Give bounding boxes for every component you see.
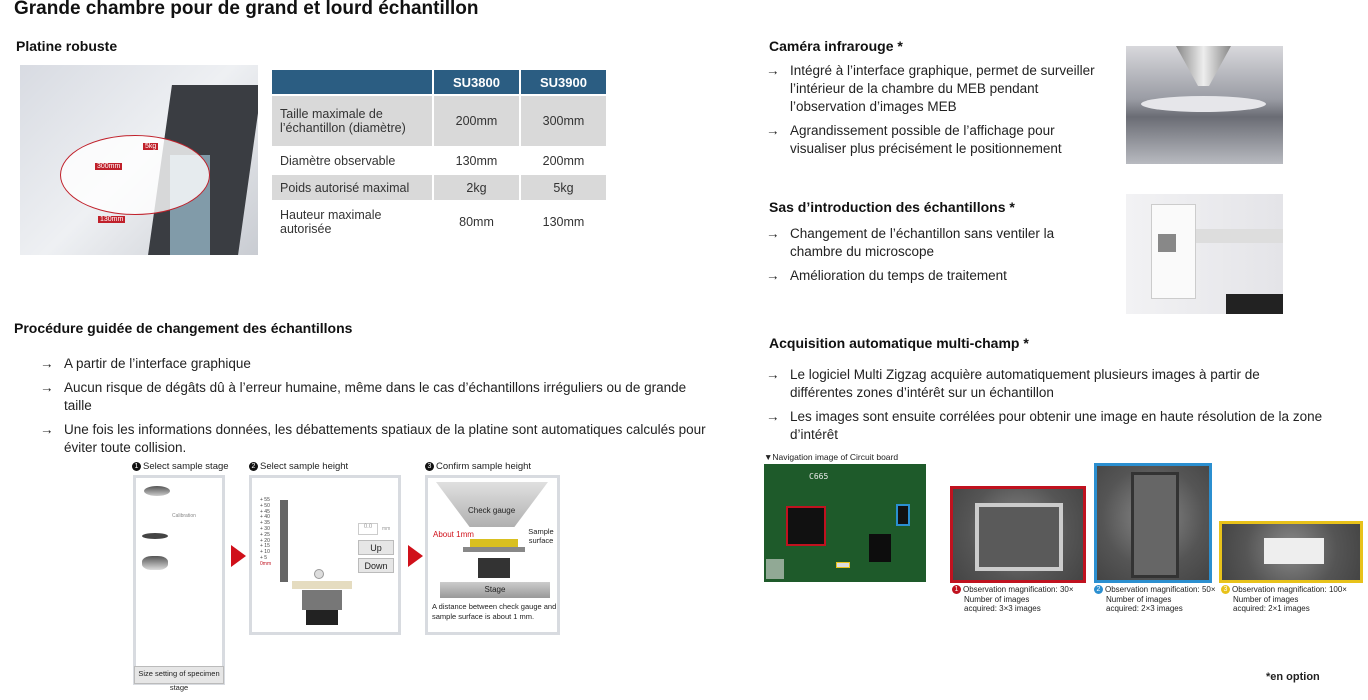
weight-label: 5kg	[145, 143, 157, 150]
airlock-photo	[1126, 194, 1283, 314]
stage-column	[478, 558, 510, 578]
list-item	[766, 225, 1106, 261]
col-su3800: SU3800	[434, 70, 519, 94]
diameter-label: 300mm	[97, 163, 121, 170]
circuit-board-image	[764, 464, 926, 582]
list-item	[766, 122, 1106, 158]
zoom-image-3	[1219, 521, 1363, 583]
multi-heading: Acquisition automatique multi-champ *	[769, 335, 1029, 351]
list-item	[766, 267, 1106, 285]
step2-panel	[249, 475, 401, 635]
stage-heading: Platine robuste	[16, 38, 118, 54]
zoom-image-1	[950, 486, 1086, 583]
arrow-icon: →	[766, 409, 780, 424]
bullet-text: Agrandissement possible de l’affichage pour visualiser plus précisément le positionnement	[790, 123, 1062, 156]
scale-tick-label: + 50	[260, 502, 270, 509]
list-item	[40, 379, 710, 415]
sample-surface-label: Sample surface	[528, 527, 554, 545]
bullet-text: Les images sont ensuite corrélées pour obtenir une image en haute résolution de la zone d’intérêt	[790, 409, 1323, 442]
navigation-label: ▼Navigation image of Circuit board	[764, 452, 899, 462]
step1-panel	[133, 475, 225, 692]
bullet-text: Une fois les informations données, les débattements spatiaux de la platine sont automatiques calculés pour éviter toute collision.	[64, 422, 706, 455]
camera-bullets	[766, 62, 1106, 164]
page-title: Grande chambre pour de grand et lourd échantillon	[14, 0, 479, 19]
step3-panel	[425, 475, 560, 635]
scale-tick-label: + 15	[260, 543, 270, 550]
arrow-right-icon	[231, 545, 246, 567]
step3-title: 3 Confirm sample height	[425, 461, 531, 472]
stage-disk-icon	[142, 533, 168, 539]
scale-tick-label: + 25	[260, 531, 270, 538]
arrow-icon: →	[40, 356, 54, 371]
bullet-text: Le logiciel Multi Zigzag acquière automatiquement plusieurs images à partir de différentes zones d’intérêt sur un échantillon	[790, 367, 1260, 400]
bullet-text: Amélioration du temps de traitement	[790, 268, 1007, 283]
cell: 300mm	[521, 96, 606, 146]
arrow-right-icon	[408, 545, 423, 567]
plate	[463, 547, 525, 552]
airlock-heading: Sas d’introduction des échantillons *	[769, 199, 1015, 215]
cell: 200mm	[434, 96, 519, 146]
scale-bar	[280, 500, 288, 582]
caption-3: 3 Observation magnification: 100× Number of images acquired: 2×1 images	[1221, 585, 1366, 614]
col-su3900: SU3900	[521, 70, 606, 94]
scale-tick-label: + 10	[260, 549, 270, 556]
height-label: 130mm	[100, 216, 124, 223]
height-value-input[interactable]: 0.0	[358, 523, 378, 535]
stage-column	[302, 590, 342, 610]
list-item	[40, 421, 710, 457]
sample-icon	[314, 569, 324, 579]
height-scale	[260, 498, 280, 568]
cell: 2kg	[434, 175, 519, 200]
check-gauge	[436, 482, 548, 527]
list-item	[766, 408, 1326, 444]
caption-1: 1 Observation magnification: 30× Number of images acquired: 3×3 images	[952, 585, 1090, 614]
bullet-text: Intégré à l’interface graphique, permet de surveiller l’intérieur de la chambre du MEB pendant l’observation d’images MEB	[790, 63, 1095, 114]
row-label: Hauteur maximale autorisée	[280, 208, 382, 236]
cell: 130mm	[455, 153, 498, 168]
calibration-label: Calibration	[172, 513, 196, 519]
scale-tick-label: + 40	[260, 514, 270, 521]
cell: 130mm	[542, 215, 585, 229]
bullet-text: Changement de l’échantillon sans ventiler la chambre du microscope	[790, 226, 1055, 259]
list-item	[766, 62, 1106, 116]
multi-bullets	[766, 366, 1326, 450]
stage-disk-icon	[142, 556, 168, 570]
unit-label: mm	[382, 526, 391, 532]
down-button[interactable]: Down	[358, 558, 394, 573]
caption-2: 2 Observation magnification: 50× Number of images acquired: 2×3 images	[1094, 585, 1216, 614]
row-label: Poids autorisé maximal	[272, 175, 432, 200]
board-label: C665	[809, 472, 829, 481]
table-row	[272, 148, 606, 173]
spec-table	[270, 68, 608, 244]
scale-tick-label: + 5	[260, 554, 268, 561]
scale-tick-label: + 55	[260, 497, 270, 503]
check-gauge-label: Check gauge	[468, 506, 516, 515]
table-row	[272, 175, 606, 200]
step3-note: A distance between check gauge and sample surface is about 1 mm.	[432, 602, 557, 621]
arrow-icon: →	[766, 268, 780, 283]
list-item	[766, 366, 1326, 402]
size-setting-button[interactable]: Size setting of specimen stage	[134, 666, 224, 684]
arrow-icon: →	[766, 63, 780, 78]
scale-tick-label: + 20	[260, 537, 270, 544]
bullet-text: Aucun risque de dégâts dû à l’erreur humaine, même dans le cas d’échantillons irréguliers ou de grande taille	[64, 380, 687, 413]
camera-photo	[1126, 46, 1283, 164]
step2-title: 2 Select sample height	[249, 461, 348, 472]
cell: 80mm	[459, 215, 494, 229]
row-label: Taille maximale de l’échantillon (diamètre)	[272, 96, 432, 146]
arrow-icon: →	[40, 380, 54, 395]
arrow-icon: →	[40, 422, 54, 437]
scale-tick-label: + 45	[260, 508, 270, 515]
list-item	[40, 355, 710, 373]
arrow-icon: →	[766, 123, 780, 138]
stage-photo	[20, 65, 258, 255]
camera-heading: Caméra infrarouge *	[769, 38, 903, 54]
arrow-icon: →	[766, 367, 780, 382]
scale-tick-label: 0mm	[260, 560, 272, 567]
stage-base	[306, 610, 338, 625]
table-row	[272, 96, 606, 146]
cell: 200mm	[542, 153, 585, 168]
airlock-bullets	[766, 225, 1106, 291]
bullet-text: A partir de l’interface graphique	[64, 356, 251, 371]
step1-title: 1 Select sample stage	[132, 461, 229, 472]
table-row	[272, 202, 606, 242]
procedure-bullets	[40, 355, 710, 463]
footnote: *en option	[1266, 671, 1320, 683]
stage-label: Stage	[440, 582, 550, 598]
scale-tick-label: + 35	[260, 520, 270, 527]
procedure-heading: Procédure guidée de changement des échantillons	[14, 320, 353, 336]
sample-plate	[292, 581, 352, 589]
stage-disk-icon	[144, 486, 170, 496]
scale-tick-label: + 30	[260, 525, 270, 532]
row-label: Diamètre observable	[280, 153, 396, 168]
cell: 5kg	[521, 175, 606, 200]
arrow-icon: →	[766, 226, 780, 241]
sample-icon	[470, 539, 518, 547]
about-label: About 1mm	[433, 530, 474, 539]
zoom-image-2	[1094, 463, 1212, 583]
up-button[interactable]: Up	[358, 540, 394, 555]
